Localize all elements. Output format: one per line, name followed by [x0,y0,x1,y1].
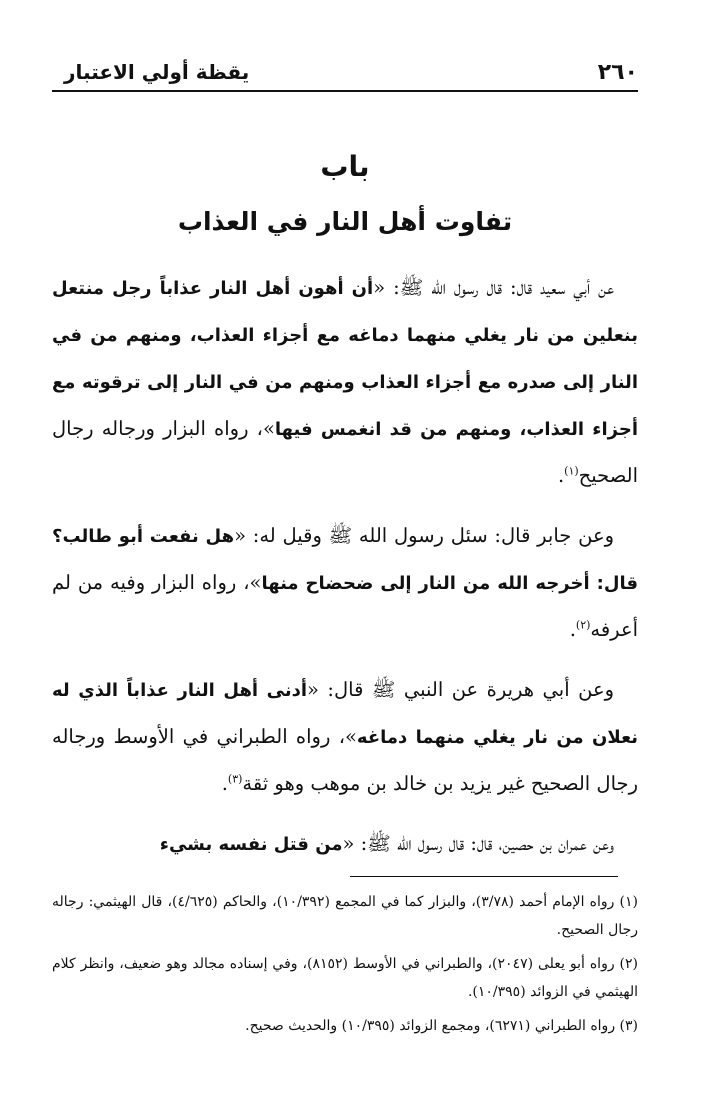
hadith-text: أدنى أهل النار عذاباً الذي له نعلان من نار يغلي منهما دماغه [52,680,638,748]
book-title: يقظة أولي الاعتبار [64,60,250,84]
narration-outro: »، رواه البزار ورجاله رجال الصحيح [52,417,638,487]
paragraph-end: . [569,618,576,641]
narration-outro: »، رواه البزار وفيه من لم أعرفه [52,571,638,641]
header-rule [52,90,638,92]
chapter-title: تفاوت أهل النار في العذاب [177,207,513,236]
hadith-text: من قتل نفسه بشيء [159,834,343,855]
footnote: (١) رواه الإمام أحمد (٣/٧٨)، والبزار كما في المجمع (١٠/٣٩٢)، والحاكم (٤/٦٢٥)، قال الهيثمي: رجاله رجال الصحيح. [52,894,638,938]
narration-intro: وعن أبي هريرة عن النبي ﷺ قال: « [307,678,614,701]
narration-intro: وعن عمران بن حصين، قال: قال رسول الله ﷺ: « [342,832,614,855]
narration-outro: »، رواه الطبراني في الأوسط ورجاله رجال الصحيح غير يزيد بن خالد بن موهب وهو ثقة [52,725,638,795]
chapter-label: باب [320,150,370,183]
paragraph-end: . [221,772,228,795]
paragraph [52,513,638,653]
paragraph-end: . [557,464,565,487]
hadith-text: أن أهون أهل النار عذاباً رجل منتعل بنعلين من نار يغلي منهما دماغه مع أجزاء العذاب، ومنهم من في النار إلى صدره مع أجزاء العذاب ومنهم من في النار إلى ترقوته مع أجزاء العذاب، ومنهم من قد انغمس فيها [52,278,638,440]
paragraph [52,821,638,868]
narration-intro: وعن جابر قال: سئل رسول الله ﷺ وقيل له: « [234,524,614,547]
footnote-ref: (٢) [575,618,591,632]
footnote-ref: (١) [564,464,579,478]
footnote-ref: (٣) [227,772,243,786]
running-header [52,58,638,92]
footnote: (٣) رواه الطبراني (٦٢٧١)، ومجمع الزوائد (١٠/٣٩٥) والحديث صحيح. [245,1018,638,1034]
page-number: ٢٦٠ [597,60,638,85]
paragraph [52,667,638,807]
footnote: (٢) رواه أبو يعلى (٢٠٤٧)، والطبراني في الأوسط (٨١٥٢)، وفي إسناده مجالد وهو ضعيف، وانظر كلام الهيثمي في الزوائد (١٠/٣٩٥). [52,956,638,1000]
hadith-text: هل نفعت أبو طالب؟ قال: أخرجه الله من النار إلى ضحضاح منها [52,526,639,594]
paragraph [52,265,638,499]
footnote-separator [350,876,618,877]
footnotes [52,888,638,1046]
narration-intro: عن أبي سعيد قال: قال رسول الله ﷺ: « [373,276,614,299]
main-text [52,265,638,882]
